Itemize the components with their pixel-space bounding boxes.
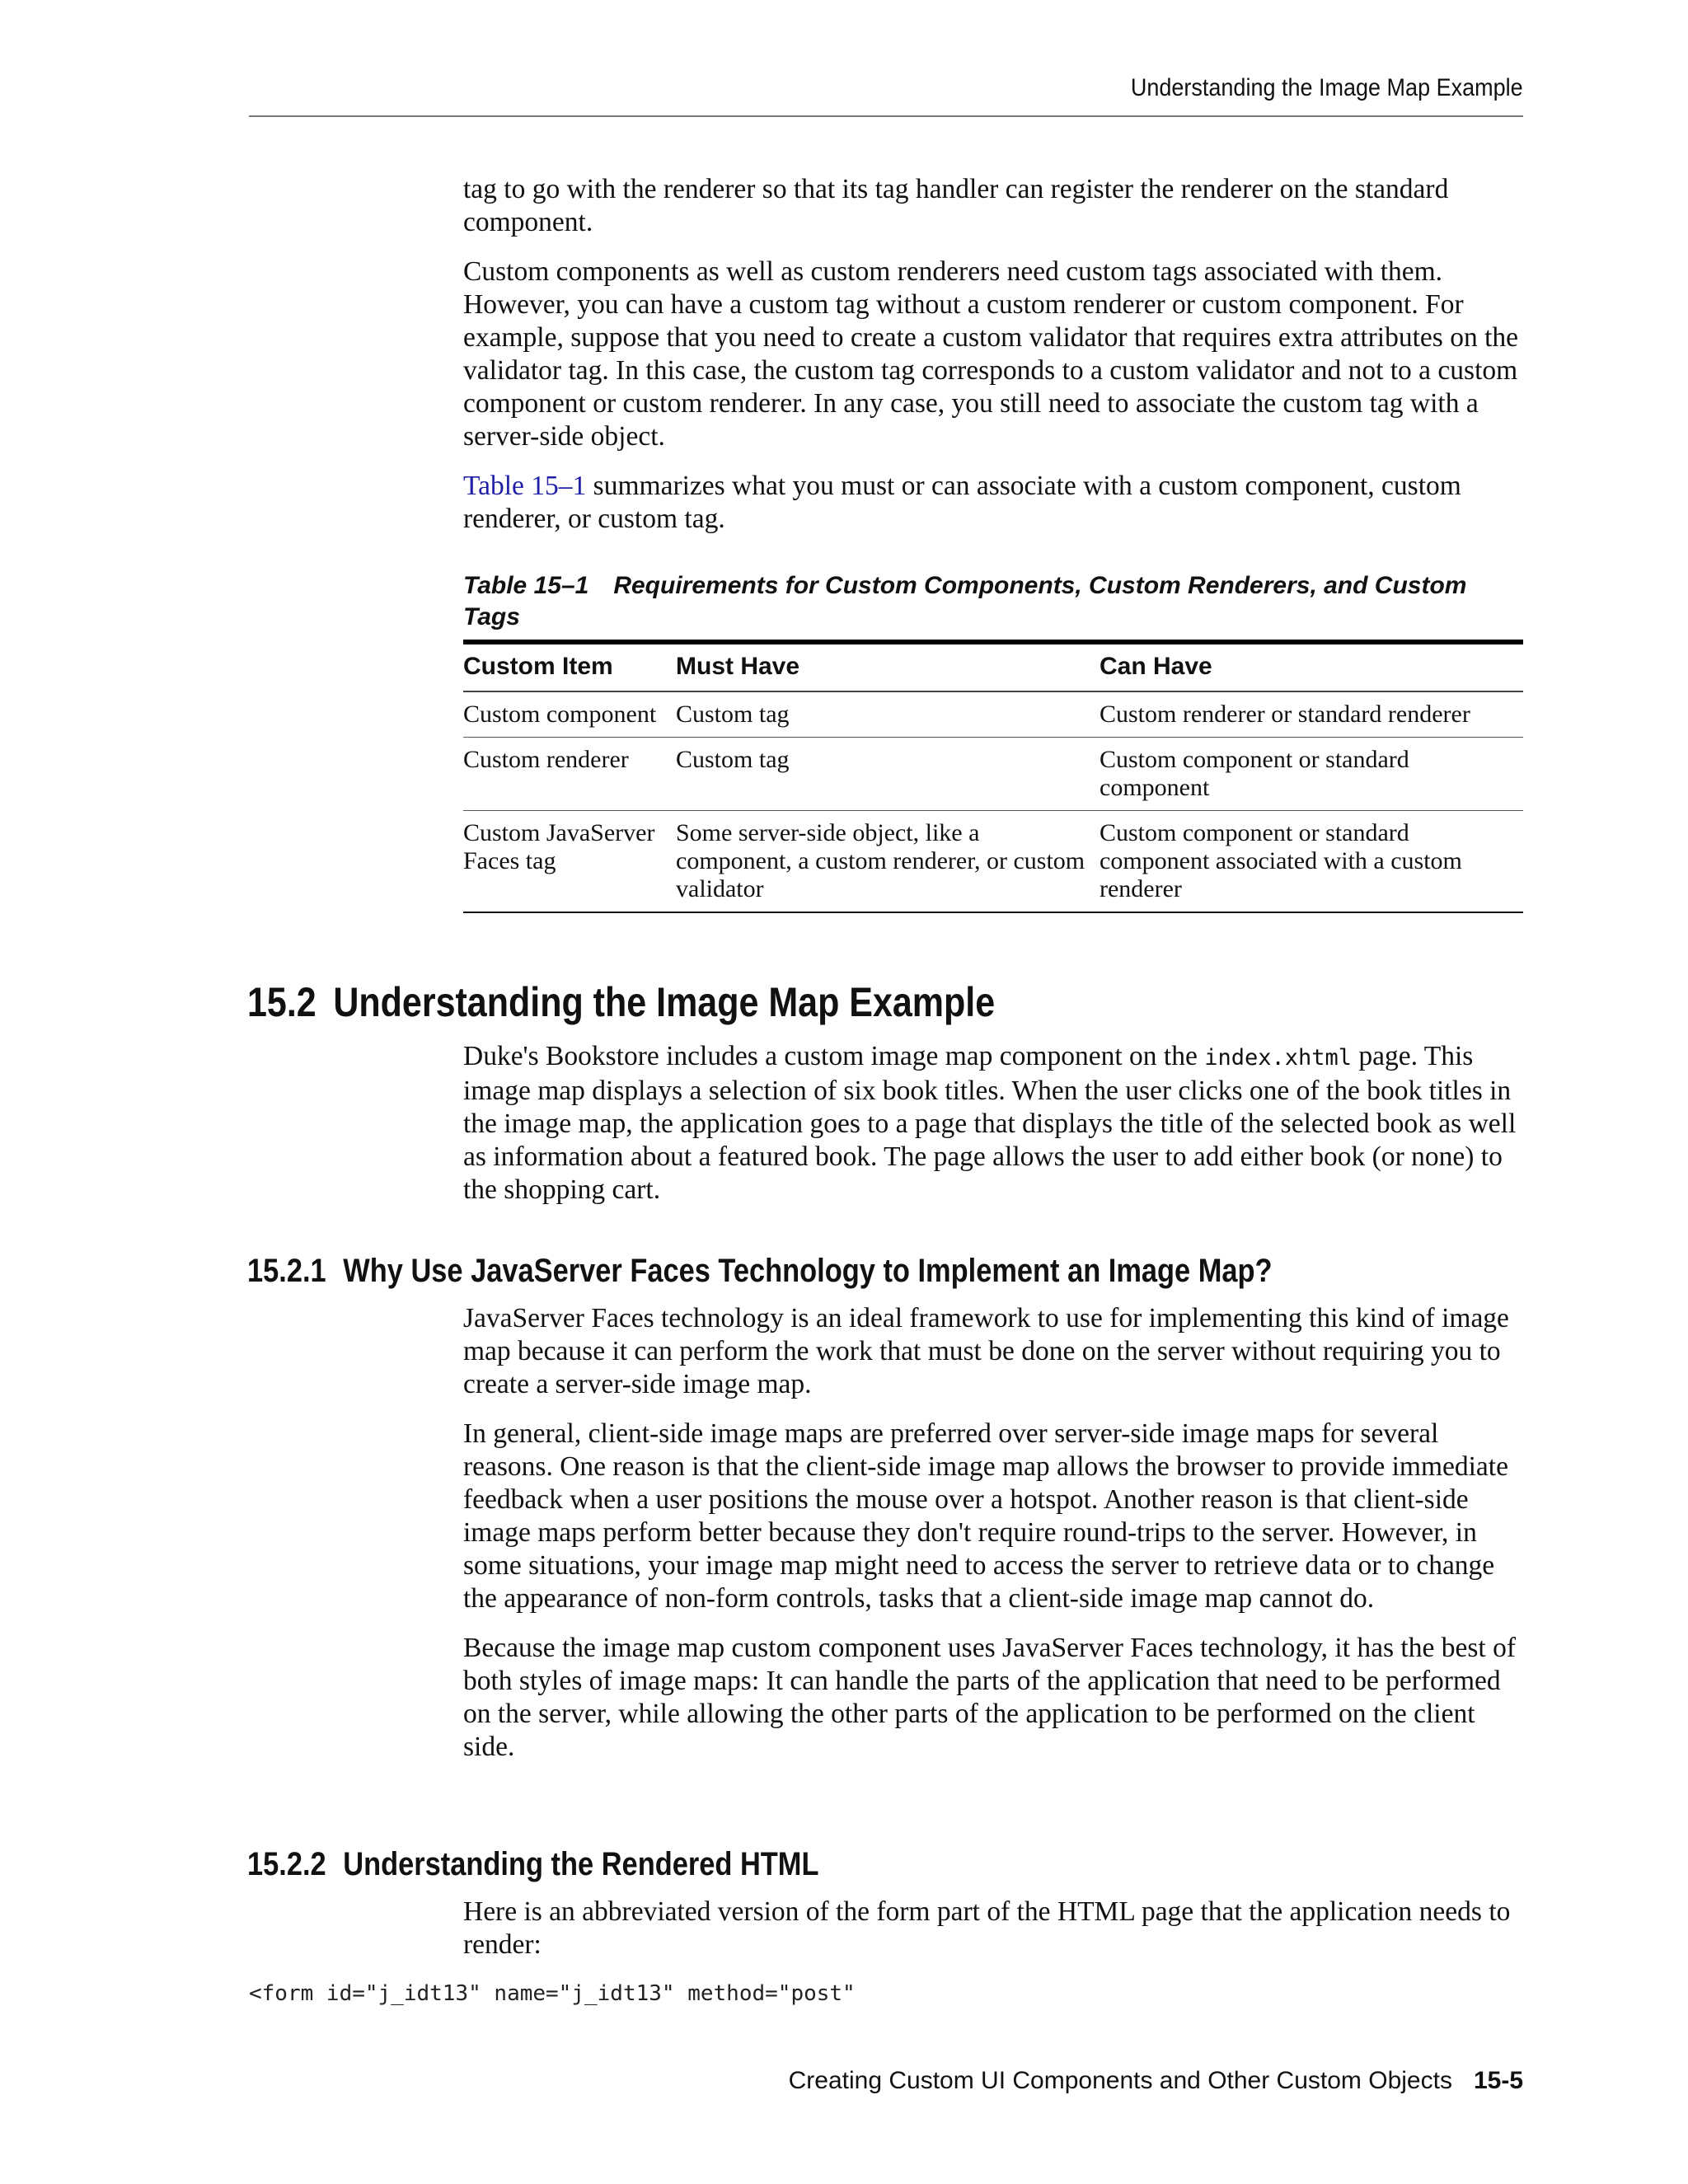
running-header: Understanding the Image Map Example	[1131, 74, 1523, 101]
section-15-2-1-paragraph-3: Because the image map custom component uses JavaServer Faces technology, it has the best of both styles of image maps: It can handle the parts of the application that need to be performed on the server, while allowing the other parts of the application to be performed on the client side.	[463, 1633, 1516, 1762]
section-number: 15.2.2	[247, 1846, 326, 1882]
table-caption	[463, 570, 1526, 633]
section-heading-15-2	[247, 977, 995, 1027]
table-cell: Custom component	[463, 691, 676, 738]
table-cell: Custom renderer	[463, 738, 676, 811]
section-heading-15-2-2	[247, 1844, 818, 1884]
intro-paragraph-1: tag to go with the renderer so that its tag handler can register the renderer on the standard component.	[463, 174, 1449, 237]
column-header-must-have: Must Have	[676, 642, 1100, 691]
table-cell: Custom tag	[676, 691, 1100, 738]
table-caption-number: Table 15–1	[463, 572, 589, 599]
section-title: Understanding the Image Map Example	[333, 979, 996, 1025]
table-caption-title: Requirements for Custom Components, Custom Renderers, and Custom Tags	[463, 572, 1467, 630]
section-number: 15.2	[247, 979, 316, 1025]
section-15-2-1-paragraph-2: In general, client-side image maps are preferred over server-side image maps for several reasons. One reason is that the client-side image map allows the browser to provide immediate feedback when a user positions the mouse over a hotspot. Another reason is that client-side image maps perform better because they don't require round-trips to the server. However, in some situations, your image map might need to access the server to retrieve data or to change the appearance of non-form controls, tasks that a client-side image map cannot do.	[463, 1418, 1508, 1614]
section-title: Why Use JavaServer Faces Technology to Implement an Image Map?	[343, 1253, 1273, 1289]
table-cell: Custom component or standard component associated with a custom renderer	[1100, 811, 1523, 913]
section-15-2-paragraph-1	[463, 1040, 1526, 1207]
table-reference-link[interactable]: Table 15–1	[463, 471, 587, 501]
paragraph-text: page. This image map displays a selection of six book titles. When the user clicks one of the book titles in the image map, the application goes to a page that displays the title of the selected book as well as information about a featured book. The page allows the user to add either book (or none) to the shopping cart.	[463, 1041, 1517, 1205]
section-title: Understanding the Rendered HTML	[343, 1846, 819, 1882]
table-cell: Some server-side object, like a component, a custom renderer, or custom validator	[676, 811, 1100, 913]
section-15-2-1-text	[463, 1302, 1526, 1780]
paragraph-text: Duke's Bookstore includes a custom image map component on the	[463, 1041, 1205, 1071]
column-header-custom-item: Custom Item	[463, 642, 676, 691]
section-15-2-2-paragraph-1: Here is an abbreviated version of the form part of the HTML page that the application needs to render:	[463, 1896, 1511, 1960]
section-15-2-1-paragraph-1: JavaServer Faces technology is an ideal framework to use for implementing this kind of image map because it can perform the work that must be done on the server without requiring you to create a server-side image map.	[463, 1303, 1509, 1399]
inline-code-filename: index.xhtml	[1204, 1045, 1352, 1071]
page-number: 15-5	[1473, 2067, 1523, 2094]
table-header-row	[463, 642, 1523, 691]
section-15-2-2-text	[463, 1896, 1526, 1978]
section-number: 15.2.1	[247, 1253, 326, 1289]
intro-paragraph-3-text: summarizes what you must or can associate with a custom component, custom renderer, or custom tag.	[463, 471, 1461, 534]
table-cell: Custom renderer or standard renderer	[1100, 691, 1523, 738]
table-cell: Custom component or standard component	[1100, 738, 1523, 811]
section-heading-15-2-1	[247, 1251, 1273, 1291]
code-example: <form id="j_idt13" name="j_idt13" method="post"	[249, 1981, 856, 2006]
intro-paragraph-3	[463, 470, 1526, 536]
table-cell: Custom JavaServer Faces tag	[463, 811, 676, 913]
header-divider	[249, 115, 1523, 117]
table-row	[463, 691, 1523, 738]
intro-text	[463, 173, 1526, 552]
requirements-table	[463, 640, 1523, 913]
table-row	[463, 738, 1523, 811]
section-15-2-text	[463, 1040, 1526, 1223]
table-row	[463, 811, 1523, 913]
column-header-can-have: Can Have	[1100, 642, 1523, 691]
page-footer	[789, 2067, 1523, 2095]
table-cell: Custom tag	[676, 738, 1100, 811]
intro-paragraph-2: Custom components as well as custom renderers need custom tags associated with them. However, you can have a custom tag without a custom renderer or custom component. For example, suppose that you need to create a custom validator that requires extra attributes on the validator tag. In this case, the custom tag corresponds to a custom validator and not to a custom component or custom renderer. In any case, you still need to associate the custom tag with a server-side object.	[463, 256, 1519, 452]
footer-chapter-title: Creating Custom UI Components and Other Custom Objects	[788, 2067, 1452, 2094]
